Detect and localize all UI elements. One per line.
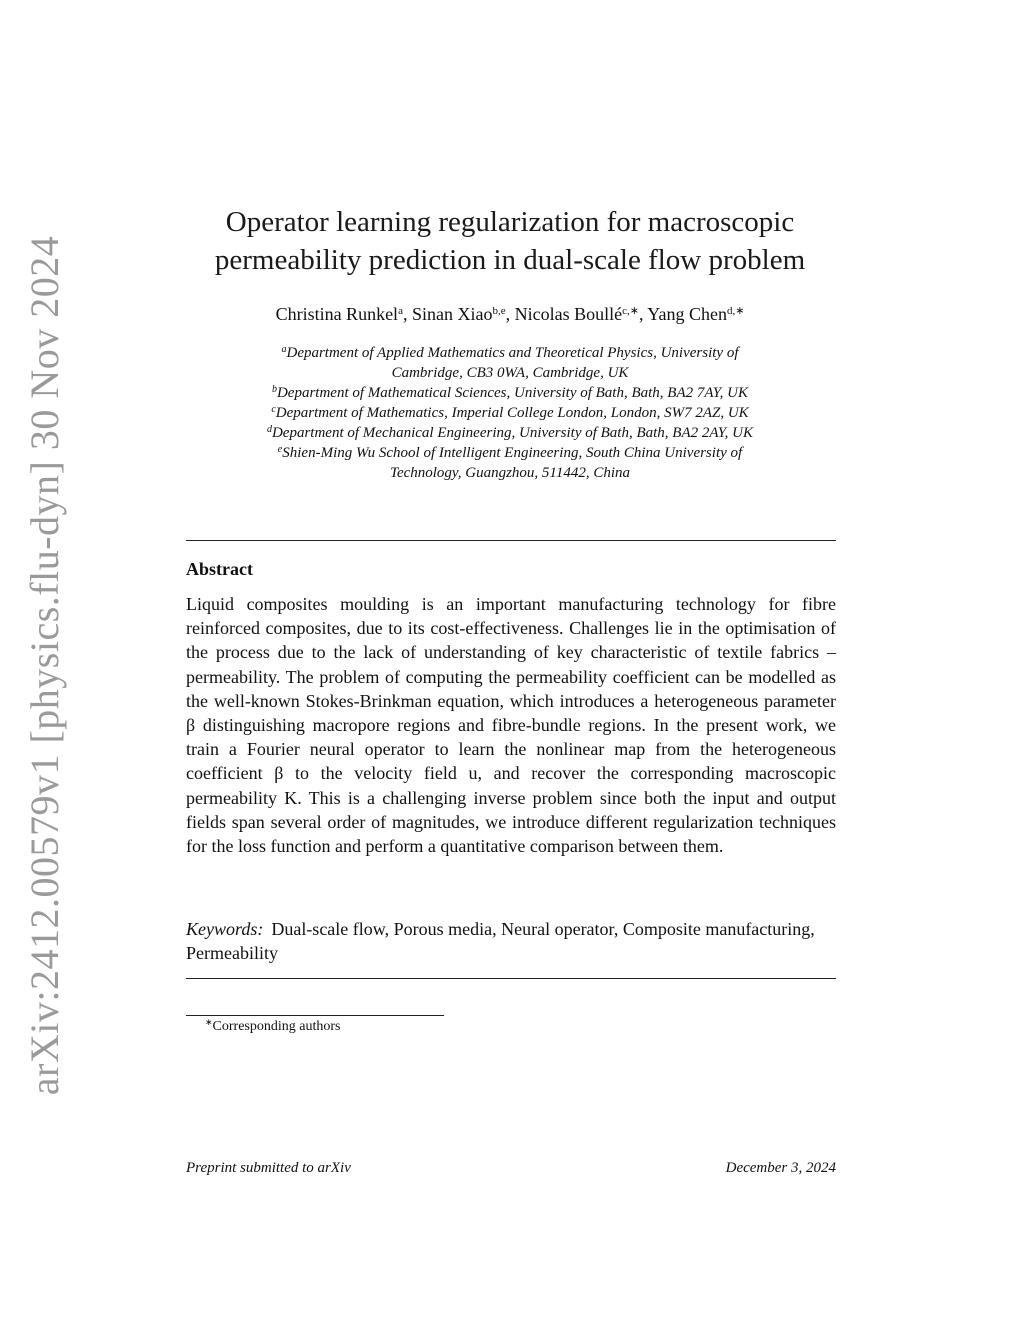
keywords-text: Dual-scale flow, Porous media, Neural operator, Composite manufacturing, Permeability bbox=[186, 919, 815, 963]
affiliation-list bbox=[190, 343, 830, 483]
footer-date: December 3, 2024 bbox=[725, 1160, 836, 1176]
title-line: permeability prediction in dual-scale flow problem bbox=[214, 244, 806, 276]
author: Yang Chen$^{d,∗}$ bbox=[647, 304, 745, 324]
paper-title bbox=[150, 203, 870, 279]
affiliation: $^a$Department of Applied Mathematics and Theoretical Physics, University of Cambridge, CB3 0WA, Cambridge, UK bbox=[281, 344, 739, 381]
author: Nicolas Boullé$^{c,∗}$, bbox=[514, 304, 648, 324]
abstract-text: Liquid composites moulding is an important manufacturing technology for fibre reinforced composites, due to its cost-effectiveness. Challenges lie in the optimisation of the process due to the lack of understanding of key characteristic of textile fabrics – permeability. The problem of computing the permeability coefficient can be modelled as the well-known Stokes-Brinkman equation, which introduces a heterogeneous parameter β distinguishing macropore regions and fibre-bundle regions. In the present work, we train a Fourier neural operator to learn the nonlinear map from the heterogeneous coefficient β to the velocity field u, and recover the corresponding macroscopic permeability K. This is a challenging inverse problem since both the input and output fields span several order of magnitudes, we introduce different regularization techniques for the loss function and perform a quantitative comparison between them. bbox=[186, 594, 836, 857]
footnote-rule bbox=[186, 1015, 444, 1016]
abstract-bottom-rule bbox=[186, 978, 836, 979]
affiliation: $^d$Department of Mechanical Engineering, University of Bath, Bath, BA2 2AY, UK bbox=[266, 424, 754, 441]
author: Christina Runkel$^a$, bbox=[275, 304, 412, 324]
keywords-label: Keywords: bbox=[186, 919, 264, 939]
footer-preprint-note: Preprint submitted to arXiv bbox=[186, 1160, 351, 1176]
arxiv-stamp-text: arXiv:2412.00579v1 [physics.flu-dyn] 30 Nov 2024 bbox=[22, 235, 68, 1095]
footnote-mark: ∗ bbox=[205, 1017, 213, 1027]
author-list bbox=[150, 302, 870, 326]
affiliation: $^e$Shien-Ming Wu School of Intelligent Engineering, South China University of Technology, Guangzhou, 511442, China bbox=[277, 444, 743, 481]
keywords bbox=[186, 917, 836, 965]
title-line: Operator learning regularization for macroscopic bbox=[225, 206, 795, 238]
affiliation: $^c$Department of Mathematics, Imperial College London, London, SW7 2AZ, UK bbox=[271, 404, 749, 421]
footnote-text: Corresponding authors bbox=[212, 1019, 341, 1034]
abstract-top-rule bbox=[186, 540, 836, 541]
arxiv-identifier-stamp bbox=[18, 235, 72, 1095]
footnote bbox=[205, 1019, 340, 1035]
author: Sinan Xiao$^{b,e}$, bbox=[411, 304, 515, 324]
abstract-heading: Abstract bbox=[186, 559, 253, 579]
affiliation: $^b$Department of Mathematical Sciences, University of Bath, Bath, BA2 7AY, UK bbox=[271, 384, 749, 401]
